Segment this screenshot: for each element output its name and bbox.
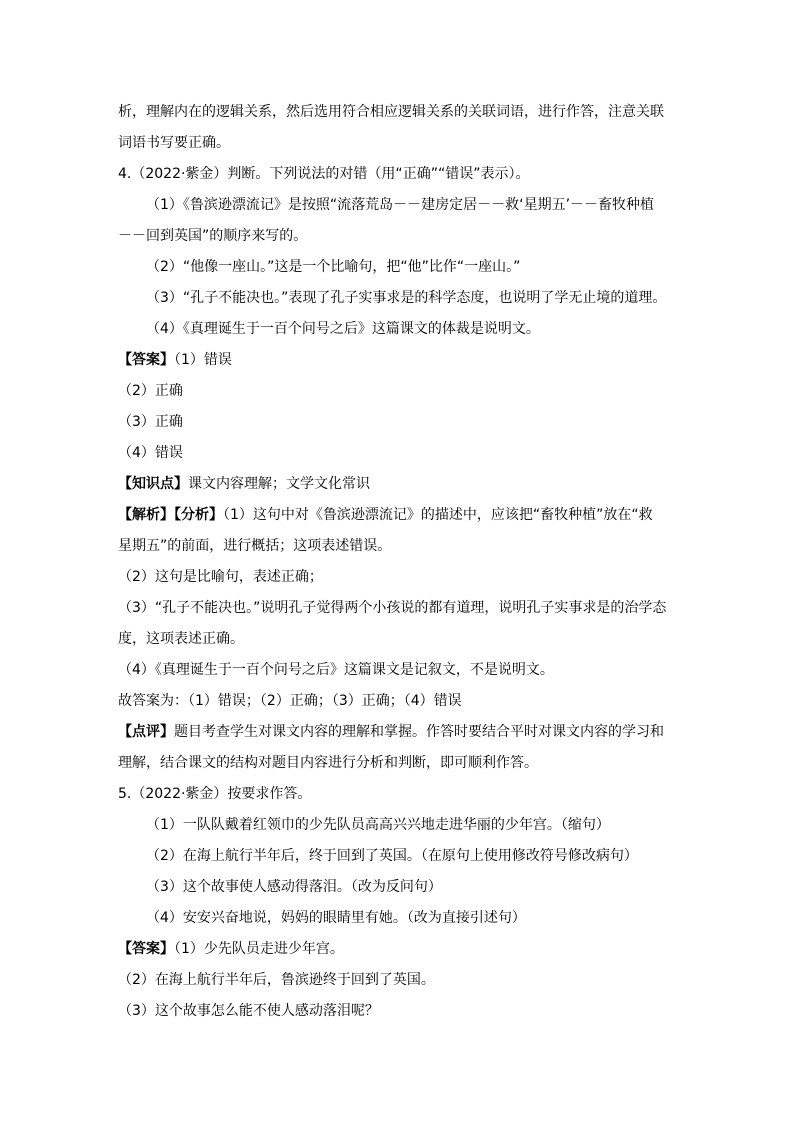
question-5-item-3: （3）这个故事使人感动得落泪。（改为反问句） xyxy=(146,879,442,895)
question-5-item-1: （1）一队队戴着红领巾的少先队员高高兴兴地走进华丽的少年宫。（缩句） xyxy=(146,817,610,833)
answer-tag: 【答案】 xyxy=(118,352,174,368)
answer-line: （3）正确 xyxy=(118,414,183,430)
question-5-title: 5.（2022·紫金）按要求作答。 xyxy=(118,786,312,802)
answer-line: （2）在海上航行半年后，鲁滨逊终于回到了英国。 xyxy=(118,972,435,988)
final-answer-line: 故答案为：（1）错误；（2）正确；（3）正确；（4）错误 xyxy=(118,693,462,709)
question-4-item-4: （4）《真理诞生于一百个问号之后》这篇课文的体裁是说明文。 xyxy=(146,321,540,337)
question-4-item-1-cont: －－回到英国”的顺序来写的。 xyxy=(118,228,308,244)
text-line: 析，理解内在的逻辑关系，然后选用符合相应逻辑关系的关联词语，进行作答，注意关联 xyxy=(118,104,664,120)
answer-line: 【答案】（1）少先队员走进少年宫。 xyxy=(118,941,344,957)
question-5-item-2: （2）在海上航行半年后，终于回到了英国。（在原句上使用修改符号修改病句） xyxy=(146,848,638,864)
answer-line: 【答案】（1）错误 xyxy=(118,352,232,368)
analysis-line: （4）《真理诞生于一百个问号之后》这篇课文是记叙文，不是说明文。 xyxy=(118,662,554,678)
comment-line: 【点评】题目考查学生对课文内容的理解和掌握。作答时要结合平时对课文内容的学习和 xyxy=(118,724,664,740)
analysis-line: （3）“孔子不能决也。”说明孔子觉得两个小孩说的都有道理，说明孔子实事求是的治学态 xyxy=(118,600,667,616)
answer-tag: 【答案】 xyxy=(118,941,174,957)
question-4-item-2: （2）“他像一座山。”这是一个比喻句，把“他”比作“一座山。” xyxy=(146,259,521,275)
analysis-line: 【解析】【分析】（1）这句中对《鲁滨逊漂流记》的描述中，应该把“畜牧种植”放在“救 xyxy=(118,507,653,523)
comment-tag: 【点评】 xyxy=(118,724,174,740)
analysis-line: 星期五”的前面，进行概括；这项表述错误。 xyxy=(118,538,392,554)
text-line: 词语书写要正确。 xyxy=(118,135,230,151)
knowledge-point-line: 【知识点】课文内容理解；文学文化常识 xyxy=(118,476,370,492)
answer-line: （3）这个故事怎么能不使人感动落泪呢？ xyxy=(118,1003,379,1019)
answer-line: （2）正确 xyxy=(118,383,183,399)
question-5-item-4: （4）安安兴奋地说，妈妈的眼睛里有她。（改为直接引述句） xyxy=(146,910,526,926)
comment-line: 理解，结合课文的结构对题目内容进行分析和判断，即可顺利作答。 xyxy=(118,755,538,771)
question-4-item-1: （1）《鲁滨逊漂流记》是按照“流落荒岛－－建房定居－－救‘星期五’－－畜牧种植 xyxy=(146,197,655,213)
knowledge-point-tag: 【知识点】 xyxy=(118,476,188,492)
analysis-tag: 【解析】【分析】 xyxy=(118,507,223,523)
analysis-line: 度，这项表述正确。 xyxy=(118,631,244,647)
question-4-title: 4.（2022·紫金）判断。下列说法的对错（用“正确”“错误”表示）。 xyxy=(118,166,530,182)
answer-line: （4）错误 xyxy=(118,445,183,461)
question-4-item-3: （3）“孔子不能决也。”表现了孔子实事求是的科学态度，也说明了学无止境的道理。 xyxy=(146,290,667,306)
analysis-line: （2）这句是比喻句，表述正确； xyxy=(118,569,323,585)
